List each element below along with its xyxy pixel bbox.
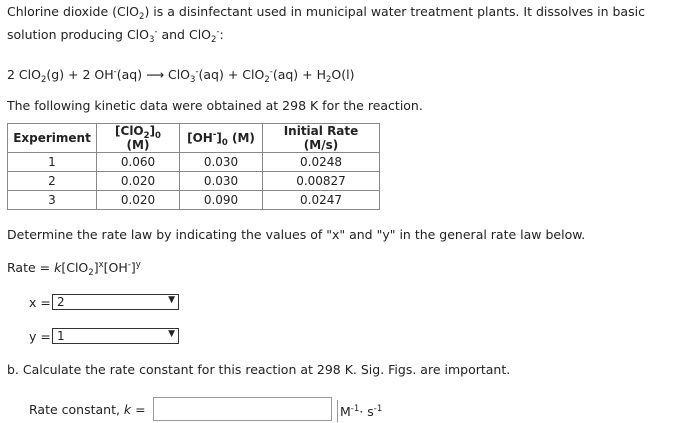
table-row: [8, 153, 380, 172]
header-experiment: Experiment: [8, 124, 97, 153]
rate-constant-input[interactable]: [153, 397, 332, 421]
cell-oh: 0.030: [180, 153, 263, 172]
y-selected-value: 1: [57, 329, 65, 343]
intro-line-2: solution producing ClO$_3$- and ClO$_2$-:: [7, 27, 224, 45]
x-label: x =: [29, 295, 51, 310]
table-header-row: [8, 124, 380, 153]
rate-constant-label: Rate constant, k =: [29, 402, 146, 417]
reaction-equation: 2 ClO$_2$(g) + 2 OH-(aq) ⟶ $ClO_3^-(aq) + ClO_2^-(aq) + H_2O(l)$: [7, 67, 355, 85]
header-initial-rate: Initial Rate (M/s): [263, 124, 380, 153]
chevron-down-icon: ▼: [168, 329, 175, 339]
intro-line-1: Chlorine dioxide (ClO$_2$) is a disinfectant used in municipal water treatment plants. It dissolves in basic: [7, 4, 645, 22]
cell-clo2: 0.020: [97, 191, 180, 210]
header-clo2-conc: $[ClO_2]_0$ (M): [97, 124, 180, 153]
cell-clo2: 0.060: [97, 153, 180, 172]
table-row: [8, 172, 380, 191]
cell-rate: 0.0247: [263, 191, 380, 210]
x-exponent-select[interactable]: [52, 294, 179, 310]
general-rate-law: Rate = $k[ClO_2]^x[OH^-]^y$: [7, 260, 141, 278]
kinetic-data-table: [7, 123, 380, 210]
cell-rate: 0.0248: [263, 153, 380, 172]
cell-oh: 0.030: [180, 172, 263, 191]
determine-instructions: Determine the rate law by indicating the values of "x" and "y" in the general rate law below.: [7, 227, 586, 242]
cell-rate: 0.00827: [263, 172, 380, 191]
cell-experiment: 3: [8, 191, 97, 210]
header-oh-conc: $[OH^-]_0$ (M): [180, 124, 263, 153]
kinetic-data-intro: The following kinetic data were obtained at 298 K for the reaction.: [7, 98, 423, 113]
x-selected-value: 2: [57, 295, 65, 309]
y-exponent-select[interactable]: [52, 328, 179, 344]
y-label: y =: [29, 329, 51, 344]
chevron-down-icon: ▼: [168, 295, 175, 305]
rate-constant-units: $M^{-1}\cdot s^{-1}$: [337, 400, 382, 422]
part-b-question: b. Calculate the rate constant for this reaction at 298 K. Sig. Figs. are important.: [7, 362, 511, 377]
cell-clo2: 0.020: [97, 172, 180, 191]
cell-experiment: 2: [8, 172, 97, 191]
cell-oh: 0.090: [180, 191, 263, 210]
table-row: [8, 191, 380, 210]
cell-experiment: 1: [8, 153, 97, 172]
